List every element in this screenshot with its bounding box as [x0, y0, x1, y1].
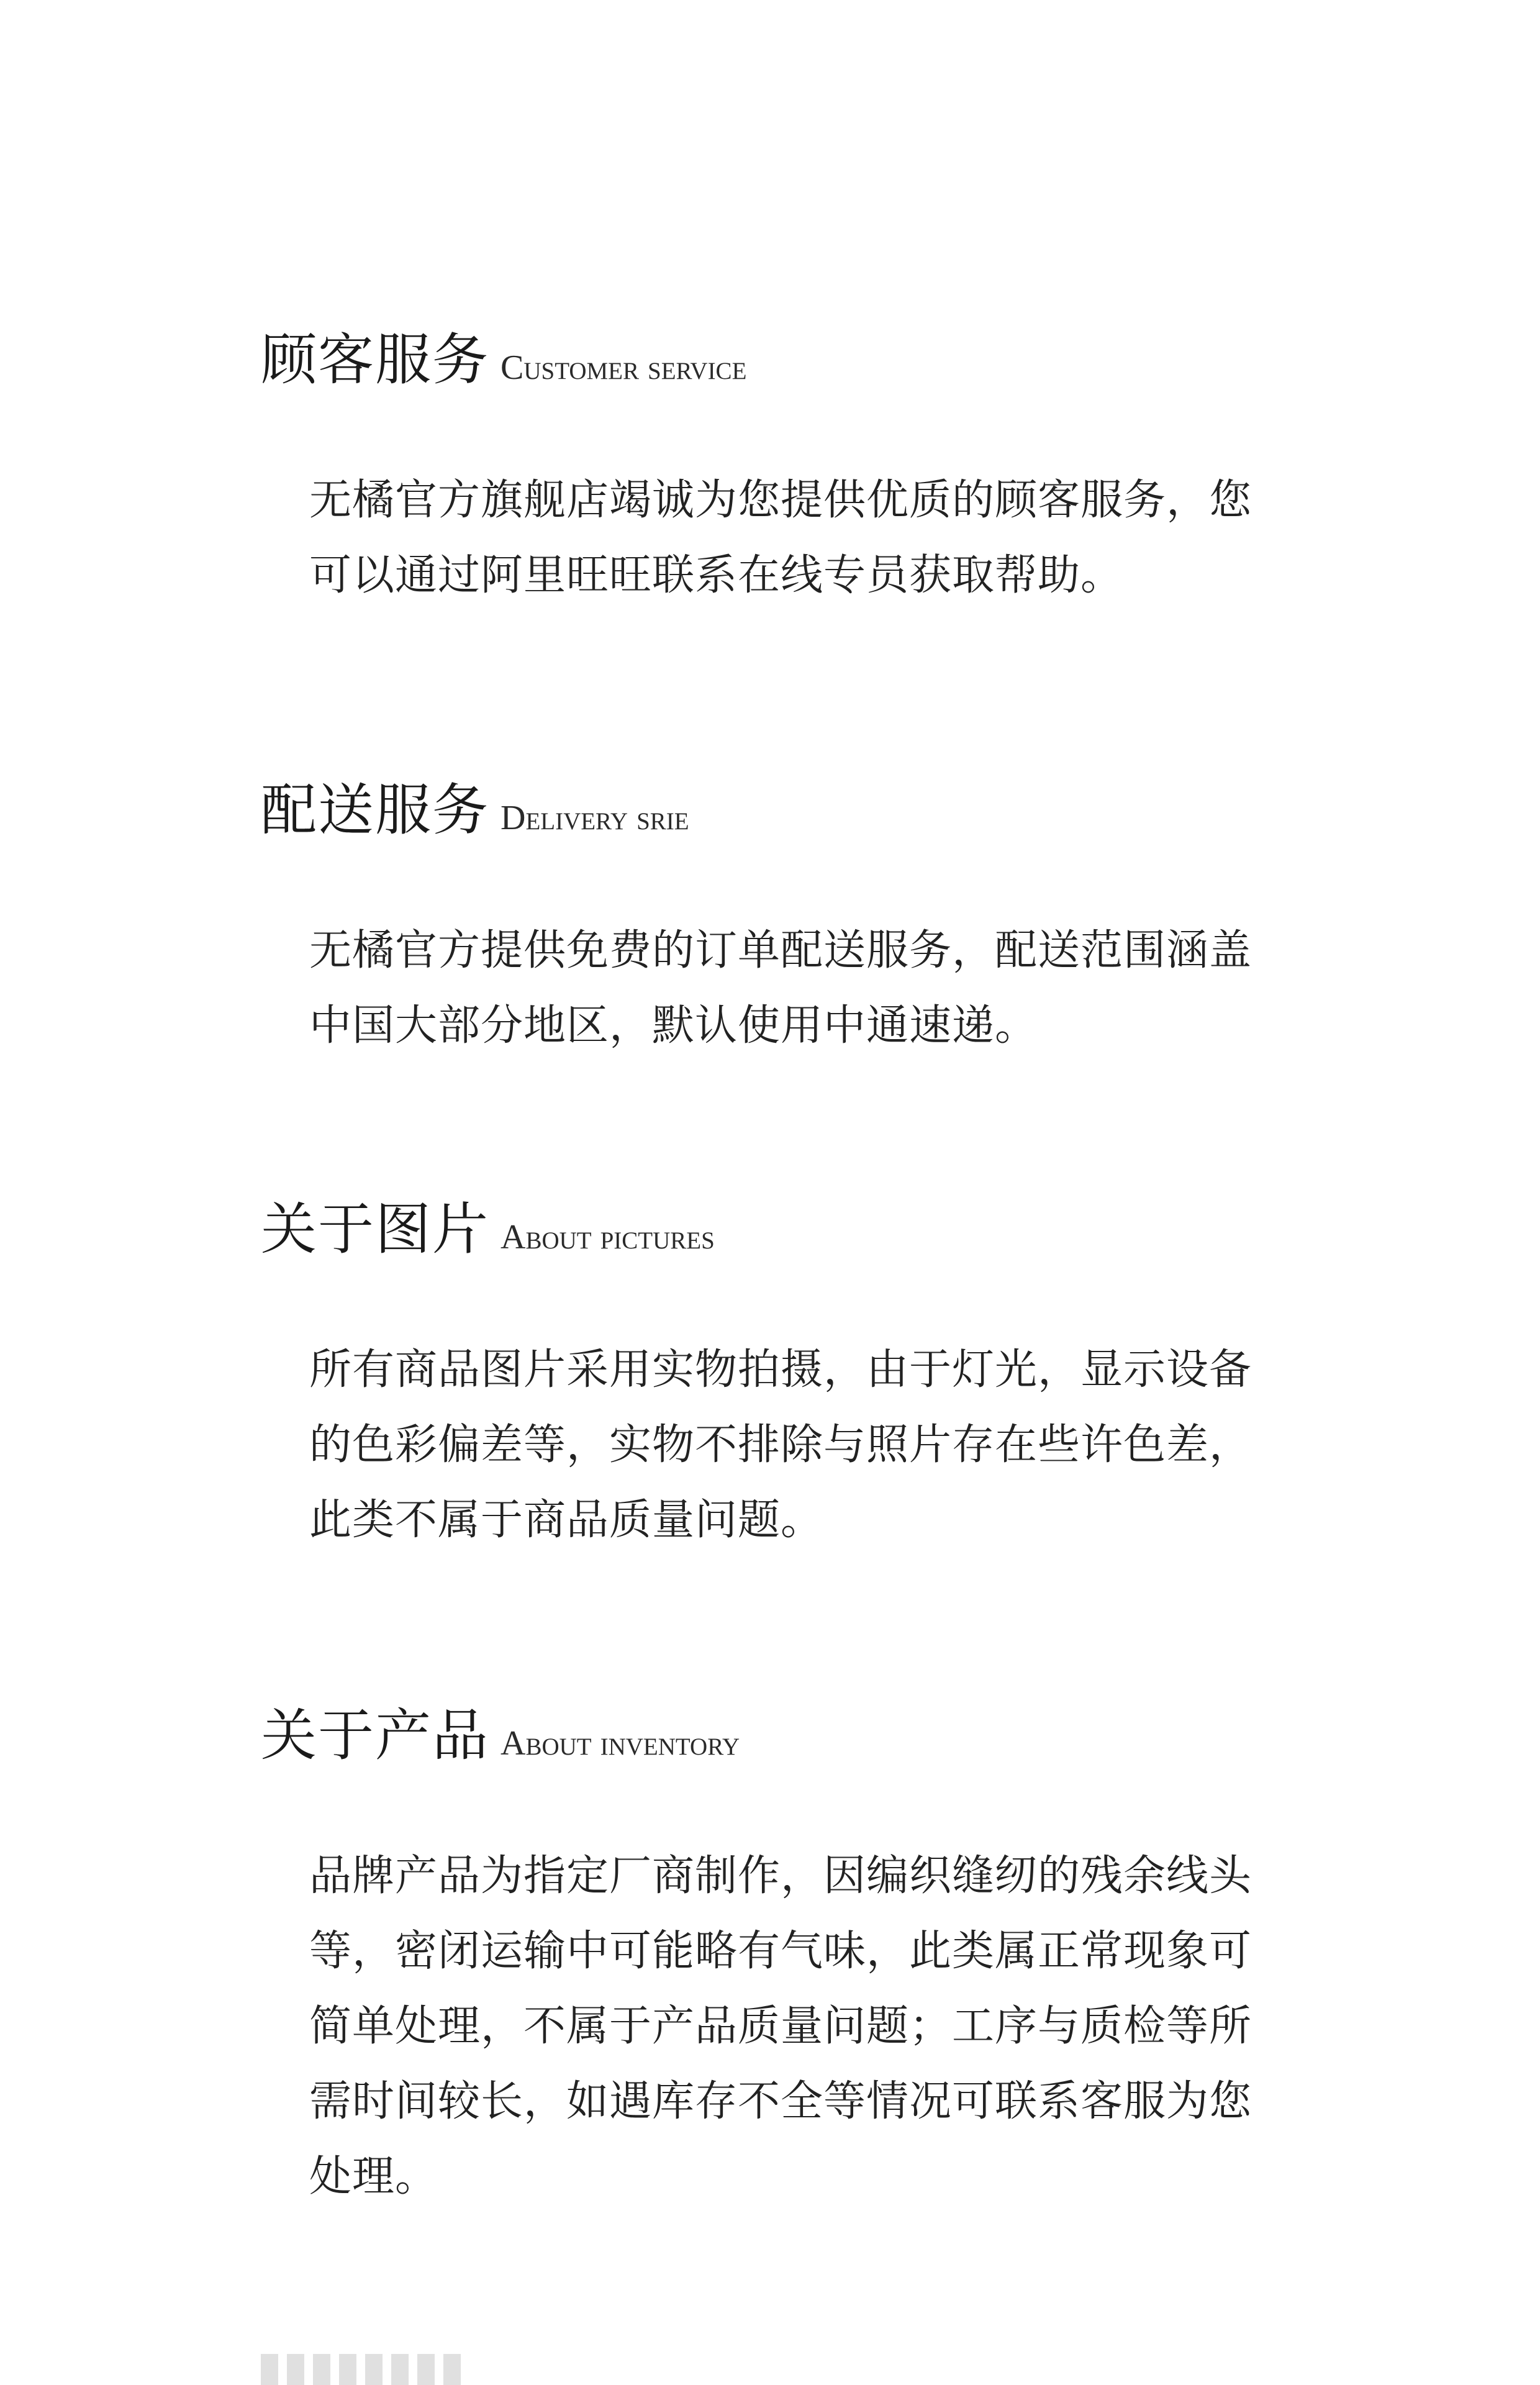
heading-chinese: 配送服务 — [261, 778, 489, 843]
cut-off-next-heading — [261, 2354, 466, 2385]
heading-english: About pictures — [500, 1218, 715, 1256]
heading-english: Delivery srie — [500, 799, 689, 837]
section-heading — [261, 1703, 1316, 1768]
section-heading — [261, 1197, 1316, 1262]
section-delivery-service — [261, 778, 1316, 1063]
heading-chinese: 顾客服务 — [261, 327, 489, 393]
section-about-inventory — [261, 1703, 1316, 2214]
section-body: 所有商品图片采用实物拍摄，由于灯光，显示设备的色彩偏差等，实物不排除与照片存在些许色差，此类不属于商品质量问题。 — [309, 1345, 1252, 1545]
heading-english: About inventory — [500, 1724, 740, 1763]
section-heading — [261, 327, 1316, 393]
heading-english: Customer service — [500, 348, 747, 387]
section-customer-service — [261, 327, 1316, 613]
section-body: 品牌产品为指定厂商制作，因编织缝纫的残余线头等，密闭运输中可能略有气味，此类属正常现象可简单处理，不属于产品质量问题；工序与质检等所需时间较长，如遇库存不全等情况可联系客服为您处理。 — [309, 1851, 1252, 2201]
section-body: 无橘官方旗舰店竭诚为您提供优质的顾客服务，您可以通过阿里旺旺联系在线专员获取帮助。 — [309, 476, 1252, 600]
heading-chinese: 关于图片 — [261, 1197, 489, 1262]
section-about-pictures — [261, 1197, 1316, 1558]
section-body: 无橘官方提供免费的订单配送服务，配送范围涵盖中国大部分地区，默认使用中通速递。 — [309, 926, 1252, 1050]
heading-chinese: 关于产品 — [261, 1703, 489, 1768]
section-heading — [261, 778, 1316, 843]
